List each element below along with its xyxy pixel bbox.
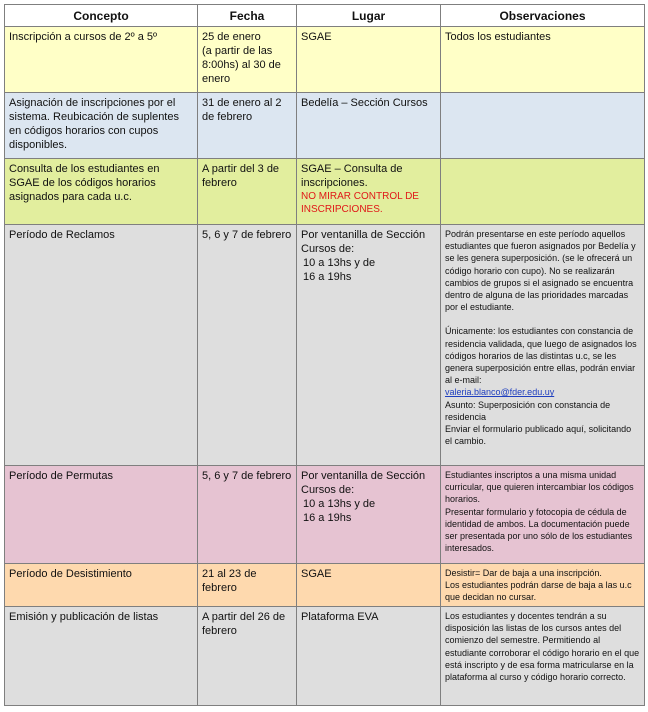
- fecha-line: (a partir de las 8:00hs) al 30 de enero: [202, 45, 281, 85]
- concepto-cell: Asignación de inscripciones por el sistema. Reubicación de suplentes en códigos horarios con cupos disponibles.: [5, 93, 198, 159]
- header-lugar: Lugar: [297, 5, 441, 27]
- header-concepto: Concepto: [5, 5, 198, 27]
- concepto-cell: Período de Reclamos: [5, 225, 198, 466]
- fecha-line: 21 al 23 de febrero: [202, 568, 257, 594]
- schedule-table: [4, 4, 645, 706]
- header-fecha: Fecha: [198, 5, 297, 27]
- table-row: [5, 607, 645, 706]
- concepto-cell: Consulta de los estudiantes en SGAE de los códigos horarios asignados para cada u.c.: [5, 159, 198, 225]
- table-row: [5, 225, 645, 466]
- lugar-cell: [297, 564, 441, 607]
- fecha-line: 25 de enero: [202, 31, 261, 43]
- lugar-cell: [297, 93, 441, 159]
- lugar-line: 10 a 13hs y de: [303, 498, 376, 510]
- fecha-cell: [198, 607, 297, 706]
- lugar-cell: [297, 27, 441, 93]
- email-link[interactable]: valeria.blanco@fder.edu.uy: [445, 387, 555, 398]
- observaciones-cell: [441, 93, 645, 159]
- observaciones-line: Los estudiantes podrán darse de baja a las u.c que decidan no cursar.: [445, 580, 632, 603]
- lugar-line: 16 a 19hs: [303, 512, 352, 524]
- observaciones-line: Únicamente: los estudiantes con constancia de residencia validada, que luego de asignados los códigos horarios de las distintas u.c, se les genera superposición entre ellas, podrán enviar al e-mail:: [445, 326, 637, 386]
- observaciones-line: Presentar formulario y fotocopia de cédula de identidad de ambos. La documentación puede ser presentada por uno sólo de los estudiantes interesados.: [445, 506, 633, 554]
- table-row: [5, 93, 645, 159]
- concepto-cell: Emisión y publicación de listas: [5, 607, 198, 706]
- concepto-cell: Inscripción a cursos de 2º a 5º: [5, 27, 198, 93]
- fecha-cell: [198, 225, 297, 466]
- fecha-cell: [198, 93, 297, 159]
- concepto-cell: Período de Desistimiento: [5, 564, 198, 607]
- fecha-line: A partir del 3 de febrero: [202, 163, 280, 189]
- fecha-line: 5, 6 y 7 de febrero: [202, 470, 292, 482]
- lugar-line: Por ventanilla de Sección Cursos de:: [301, 470, 426, 496]
- observaciones-line: Los estudiantes y docentes tendrán a su disposición las listas de los cursos antes del comienzo del semestre. Permitiendo al estudiante corroborar el código horario en el que está inscripto y de esa forma matricularse en la plataforma al curso y código horario correcto.: [445, 611, 640, 683]
- header-observaciones: Observaciones: [441, 5, 645, 27]
- fecha-cell: [198, 564, 297, 607]
- observaciones-line: Desistir= Dar de baja a una inscripción.: [445, 568, 602, 578]
- concepto-cell: Período de Permutas: [5, 466, 198, 564]
- observaciones-line: Todos los estudiantes: [445, 31, 551, 43]
- observaciones-cell: [441, 607, 645, 706]
- lugar-cell: [297, 159, 441, 225]
- observaciones-line: Podrán presentarse en este período aquellos estudiantes que fueron asignados por Bedelía y se les genera superposición. (se le ofrecerá un código horario con cupo). No se realizarán cambios de grupos si el asignado se encuentra dentro de alguna de las prioridades marcadas por el estudiante.: [445, 229, 636, 313]
- observaciones-cell: [441, 225, 645, 466]
- warning-text: NO MIRAR CONTROL DE INSCRIPCIONES.: [301, 191, 419, 215]
- lugar-line: Por ventanilla de Sección Cursos de:: [301, 229, 426, 255]
- table-row: [5, 564, 645, 607]
- fecha-line: A partir del 26 de febrero: [202, 611, 286, 637]
- observaciones-cell: [441, 27, 645, 93]
- lugar-line: SGAE: [301, 568, 332, 580]
- header-row: [5, 5, 645, 27]
- fecha-cell: [198, 27, 297, 93]
- lugar-cell: [297, 466, 441, 564]
- lugar-cell: [297, 607, 441, 706]
- lugar-line: 10 a 13hs y de: [303, 257, 376, 269]
- table-row: [5, 466, 645, 564]
- lugar-cell: [297, 225, 441, 466]
- observaciones-line: Estudiantes inscriptos a una misma unidad curricular, que quieren intercambiar los códigos horarios.: [445, 470, 634, 505]
- observaciones-cell: [441, 159, 645, 225]
- table-row: [5, 27, 645, 93]
- lugar-line: Bedelía – Sección Cursos: [301, 97, 428, 109]
- lugar-line: SGAE – Consulta de inscripciones.: [301, 163, 403, 189]
- fecha-line: 31 de enero al 2 de febrero: [202, 97, 282, 123]
- observaciones-cell: [441, 466, 645, 564]
- fecha-cell: [198, 466, 297, 564]
- lugar-line: SGAE: [301, 31, 332, 43]
- fecha-cell: [198, 159, 297, 225]
- lugar-line: 16 a 19hs: [303, 271, 352, 283]
- lugar-line: Plataforma EVA: [301, 611, 379, 623]
- observaciones-cell: [441, 564, 645, 607]
- fecha-line: 5, 6 y 7 de febrero: [202, 229, 292, 241]
- table-row: [5, 159, 645, 225]
- observaciones-line: Asunto: Superposición con constancia de residencia: [445, 399, 611, 422]
- observaciones-line: Enviar el formulario publicado aquí, solicitando el cambio.: [445, 424, 632, 447]
